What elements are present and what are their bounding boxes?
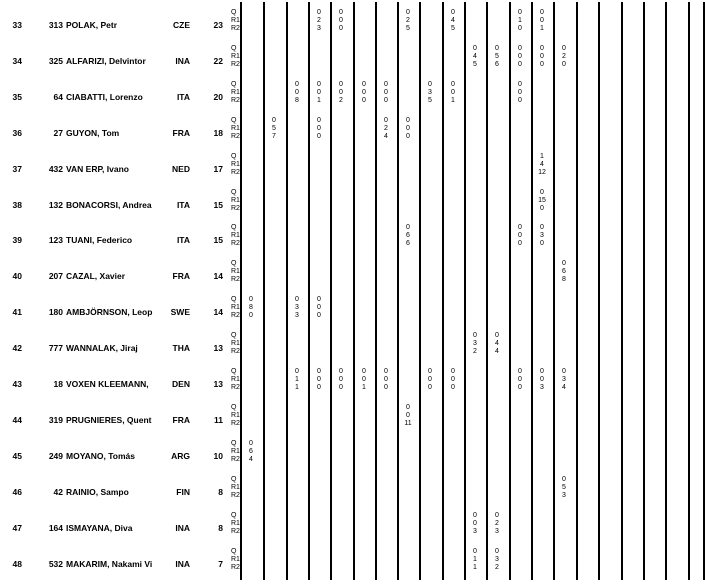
round-labels: Q R1 R2 [231,45,240,68]
athlete-name: MAKARIM, Nakami Vi [66,559,153,569]
score-cell: 0 0 0 [362,81,366,104]
rank: 42 [12,343,22,353]
nation-code: INA [175,523,190,533]
round-labels: Q R1 R2 [231,296,240,319]
athlete-name: VOXEN KLEEMANN, [66,379,149,389]
rank: 37 [12,164,22,174]
score-cell: 0 0 0 [317,117,321,140]
score-cell: 0 0 1 [317,81,321,104]
score-cell: 0 0 0 [406,117,410,140]
score-cell: 0 5 6 [495,45,499,68]
nation-code: SWE [170,307,190,317]
table-row [0,332,705,368]
score-cell: 0 0 0 [339,368,343,391]
score-cell: 0 3 5 [428,81,432,104]
score-cell: 0 0 0 [317,368,321,391]
total-points: 14 [213,307,223,317]
total-points: 18 [213,128,223,138]
score-cell: 0 4 4 [495,332,499,355]
total-points: 13 [213,343,223,353]
nation-code: INA [175,559,190,569]
nation-code: ARG [171,451,190,461]
score-cell: 0 0 11 [404,404,412,427]
round-labels: Q R1 R2 [231,260,240,283]
round-labels: Q R1 R2 [231,153,240,176]
score-cell: 0 1 1 [473,548,477,571]
score-cell: 0 0 2 [339,81,343,104]
athlete-name: POLAK, Petr [66,20,118,30]
score-cell: 0 2 5 [406,9,410,32]
score-cell: 0 0 0 [451,368,455,391]
table-row [0,117,705,153]
score-cell: 0 3 0 [540,224,544,247]
nation-code: FRA [172,415,190,425]
score-cell: 0 6 6 [406,224,410,247]
rank: 40 [12,271,22,281]
bib-number: 777 [48,343,63,353]
score-cell: 0 0 1 [451,81,455,104]
table-row [0,296,705,332]
rank: 41 [12,307,22,317]
total-points: 20 [213,92,223,102]
table-row [0,548,705,584]
score-cell: 0 0 0 [339,9,343,32]
score-cell: 0 6 8 [562,260,566,283]
athlete-name: CIABATTI, Lorenzo [66,92,143,102]
bib-number: 432 [48,164,63,174]
total-points: 7 [218,559,223,569]
bib-number: 132 [48,200,63,210]
bib-number: 207 [48,271,63,281]
score-cell: 0 3 2 [473,332,477,355]
score-cell: 0 0 0 [518,81,522,104]
rank: 45 [12,451,22,461]
athlete-name: BONACORSI, Andrea [66,200,152,210]
score-cell: 0 0 0 [518,224,522,247]
score-cell: 0 4 5 [451,9,455,32]
score-cell: 0 0 0 [317,296,321,319]
total-points: 15 [213,235,223,245]
score-cell: 0 3 3 [295,296,299,319]
nation-code: FRA [172,128,190,138]
total-points: 10 [213,451,223,461]
rank: 38 [12,200,22,210]
nation-code: CZE [173,20,190,30]
score-cell: 0 0 0 [384,368,388,391]
round-labels: Q R1 R2 [231,476,240,499]
nation-code: ITA [176,235,190,245]
total-points: 11 [214,415,223,425]
score-cell: 0 2 4 [384,117,388,140]
athlete-name: CAZAL, Xavier [66,271,126,281]
table-row [0,368,705,404]
round-labels: Q R1 R2 [231,512,240,535]
athlete-name: GUYON, Tom [66,128,120,138]
nation-code: FRA [172,271,190,281]
rank: 46 [12,487,22,497]
score-cell: 0 1 0 [518,9,522,32]
nation-code: DEN [172,379,190,389]
round-labels: Q R1 R2 [231,332,240,355]
score-cell: 0 0 1 [362,368,366,391]
score-cell: 0 1 1 [295,368,299,391]
score-cell: 0 2 3 [495,512,499,535]
table-row [0,81,705,117]
rank: 36 [12,128,22,138]
score-cell: 0 5 7 [272,117,276,140]
nation-code: NED [172,164,190,174]
rank: 47 [12,523,22,533]
score-cell: 0 2 3 [317,9,321,32]
table-row [0,153,705,189]
total-points: 8 [218,487,223,497]
score-cell: 0 0 3 [540,368,544,391]
score-cell: 0 8 0 [249,296,253,319]
rank: 39 [12,235,22,245]
bib-number: 319 [48,415,63,425]
rank: 48 [12,559,22,569]
score-cell: 0 0 0 [540,45,544,68]
athlete-name: ISMAYANA, Diva [66,523,133,533]
score-cell: 0 6 4 [249,440,253,463]
score-cell: 0 0 0 [518,368,522,391]
bib-number: 18 [53,379,63,389]
athlete-name: ALFARIZI, Delvintor [66,56,146,66]
table-row [0,512,705,548]
round-labels: Q R1 R2 [231,9,240,32]
score-cell: 0 5 3 [562,476,566,499]
athlete-name: MOYANO, Tomás [66,451,135,461]
score-cell: 1 4 12 [538,153,546,176]
score-cell: 0 0 0 [384,81,388,104]
rank: 34 [12,56,22,66]
total-points: 14 [213,271,223,281]
bib-number: 532 [48,559,63,569]
nation-code: THA [172,343,190,353]
bib-number: 123 [48,235,63,245]
round-labels: Q R1 R2 [231,224,240,247]
nation-code: ITA [176,200,190,210]
athlete-name: VAN ERP, Ivano [66,164,129,174]
round-labels: Q R1 R2 [231,117,240,140]
bib-number: 42 [53,487,63,497]
round-labels: Q R1 R2 [231,548,240,571]
table-row [0,440,705,476]
table-row [0,260,705,296]
bib-number: 64 [53,92,63,102]
round-labels: Q R1 R2 [231,189,240,212]
bib-number: 249 [48,451,63,461]
bib-number: 27 [53,128,63,138]
total-points: 17 [213,164,223,174]
score-cell: 0 2 0 [562,45,566,68]
score-cell: 0 0 3 [473,512,477,535]
rank: 35 [12,92,22,102]
athlete-name: PRUGNIERES, Quent [66,415,152,425]
bib-number: 180 [48,307,63,317]
score-cell: 0 0 8 [295,81,299,104]
athlete-name: WANNALAK, Jiraj [66,343,138,353]
bib-number: 325 [48,56,63,66]
total-points: 8 [218,523,223,533]
table-row [0,189,705,225]
athlete-name: TUANI, Federico [66,235,133,245]
round-labels: Q R1 R2 [231,368,240,391]
score-cell: 0 0 0 [518,45,522,68]
table-row [0,404,705,440]
nation-code: INA [175,56,190,66]
total-points: 22 [213,56,223,66]
total-points: 13 [213,379,223,389]
round-labels: Q R1 R2 [231,81,240,104]
bib-number: 313 [48,20,63,30]
nation-code: FIN [176,487,190,497]
score-cell: 0 15 0 [538,189,546,212]
total-points: 23 [213,20,223,30]
total-points: 15 [213,200,223,210]
round-labels: Q R1 R2 [231,440,240,463]
score-cell: 0 0 1 [540,9,544,32]
table-row [0,9,705,45]
table-row [0,45,705,81]
athlete-name: AMBJÖRNSON, Leop [66,307,153,317]
table-row [0,476,705,512]
athlete-name: RAINIO, Sampo [66,487,129,497]
rank: 33 [12,20,22,30]
score-cell: 0 3 2 [495,548,499,571]
table-row [0,224,705,260]
round-labels: Q R1 R2 [231,404,240,427]
bib-number: 164 [48,523,63,533]
nation-code: ITA [176,92,190,102]
score-cell: 0 0 0 [428,368,432,391]
score-cell: 0 3 4 [562,368,566,391]
rank: 44 [12,415,22,425]
score-cell: 0 4 5 [473,45,477,68]
rank: 43 [12,379,22,389]
